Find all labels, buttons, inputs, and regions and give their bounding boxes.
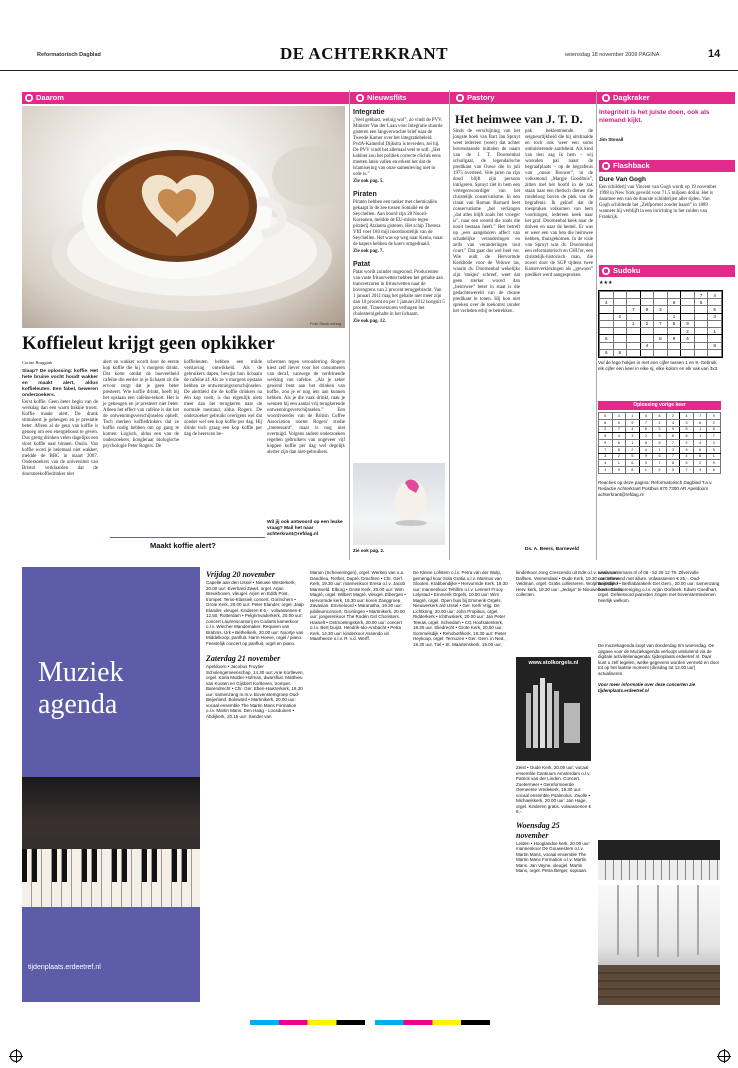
sudoku-cell: 5 — [626, 453, 640, 460]
sudoku-cell: 5 — [639, 413, 653, 420]
sudoku-cell[interactable] — [600, 306, 614, 313]
sudoku-cell[interactable] — [600, 328, 614, 335]
sudoku-cell: 3 — [599, 453, 613, 460]
daarom-col1 — [22, 360, 98, 479]
sudoku-cell: 3 — [666, 446, 680, 453]
sudoku-cell[interactable]: 9 — [640, 306, 654, 313]
sudoku-cell: 2 — [626, 446, 640, 453]
sudoku-cell: 4 — [626, 426, 640, 433]
sudoku-cell: 9 — [599, 440, 613, 447]
sudoku-cell: 2 — [653, 467, 667, 474]
sudoku-cell: 3 — [680, 419, 694, 426]
agenda-text: kinderkoor Jong Crescendo uit Ede o.l.v. Linda van Dalfsen. Veenendaal • Oude Kerk, 19.30 uur: Minne Veldman, orgel. Gratis collecteren. Wolphaartsdijk • Herv. kerk, 19.30 uur: „Jedaja” te Nieuwerkerk. Gratis, collecten. — [516, 570, 624, 597]
sudoku-cell[interactable] — [613, 292, 627, 299]
sudoku-cell[interactable]: 3 — [654, 306, 668, 313]
sudoku-cell[interactable] — [600, 313, 614, 320]
sudoku-cell[interactable] — [627, 328, 641, 335]
egg-photo — [353, 463, 445, 545]
agenda-col1 — [206, 570, 304, 719]
sudoku-cell[interactable] — [640, 335, 654, 342]
sudoku-cell[interactable]: 9 — [667, 335, 681, 342]
sudoku-cell[interactable] — [681, 342, 695, 349]
sudoku-cell: 7 — [666, 453, 680, 460]
agenda-col5 — [598, 570, 720, 693]
sudoku-cell: 5 — [680, 426, 694, 433]
sudoku-cell: 7 — [599, 446, 613, 453]
sudoku-cell[interactable] — [654, 313, 668, 320]
column-rule — [349, 90, 350, 560]
sudoku-cell[interactable]: 3 — [708, 313, 722, 320]
sudoku-cell[interactable]: 4 — [600, 299, 614, 306]
flashback-icon — [602, 162, 610, 170]
callout-bar — [110, 537, 265, 553]
sudoku-cell: 3 — [626, 433, 640, 440]
sudoku-cell[interactable] — [667, 328, 681, 335]
sudoku-cell[interactable]: 5 — [708, 306, 722, 313]
sudoku-cell: 5 — [653, 440, 667, 447]
church-photo — [598, 885, 720, 1005]
page-title: DE ACHTERKRANT — [280, 44, 449, 63]
sudoku-cell[interactable] — [613, 299, 627, 306]
sudoku-cell: 3 — [653, 426, 667, 433]
sudoku-cell[interactable] — [600, 292, 614, 299]
sudoku-cell: 4 — [680, 453, 694, 460]
sudoku-cell[interactable] — [667, 292, 681, 299]
sudoku-cell: 7 — [693, 413, 707, 420]
agenda-col4b — [516, 765, 594, 874]
sudoku-cell[interactable]: 7 — [654, 320, 668, 327]
sudoku-cell: 2 — [612, 453, 626, 460]
sudoku-cell[interactable] — [654, 328, 668, 335]
muziek-agenda-banner — [22, 567, 200, 1002]
day-heading: Woensdag 25 november — [516, 820, 560, 840]
page-number: 14 — [708, 48, 721, 60]
sudoku-cell[interactable] — [627, 349, 641, 356]
sudoku-cell[interactable] — [613, 342, 627, 349]
sudoku-cell: 8 — [639, 440, 653, 447]
sudoku-cell: 9 — [612, 467, 626, 474]
agenda-text: www.martinmans.nl of 06 - 52 28 12 79. Zilvervolle concertavond met allure. Volwassenen € 25,-. Oud-Beijerland • Bethabarakerk Ger.Gem., 20.00 uur: samenzang bovenstemvereniging o.l.v. Arjan Oorbeek. Edwin Goedhart, orgel. Gefeesvord pianisten zingen met bovenstemledenen heerlijk welkom. — [598, 570, 720, 603]
sudoku-cell: 7 — [666, 440, 680, 447]
sudoku-cell[interactable]: 9 — [681, 320, 695, 327]
sudoku-difficulty: ★★★ — [599, 280, 613, 286]
ad-url[interactable]: www.stolkorgels.nl — [528, 660, 579, 666]
registration-mark — [718, 1050, 730, 1062]
sudoku-cell: 6 — [693, 419, 707, 426]
sudoku-cell[interactable] — [654, 292, 668, 299]
sudoku-cell: 6 — [639, 426, 653, 433]
daarom-col2: alert en wakker wordt door de eerste kop koffie die hij 's morgens drinkt. Dat komt omdat de hoeveelheid cafeïne die eerder in je lichaam zit die ervoor zorgt dat je geen beter presteert. Wie koffie drinkt, heeft bij het opstaan een cafeïne-tekort. Het is je geheugen en je presteert niet beter. Alleen het effect van cafeïne is dat het de ontwenningsverschijnselen opheft. Toch merken koffiedrinkers dat ze koffie nodig hebben om op gang te komen. Logisch, aldus een van de onderzoekers, hoogleraar biologische psychologie Peter Rogers. De — [103, 360, 179, 449]
sudoku-cell: 8 — [599, 419, 613, 426]
item-ref: Zie ook pag. 7. — [353, 249, 384, 254]
sudoku-cell: 7 — [612, 426, 626, 433]
column-rule — [449, 90, 450, 560]
organ-pipes-icon — [524, 673, 584, 753]
coffee-cup-icon — [22, 106, 345, 328]
sudoku-cell[interactable]: 5 — [667, 320, 681, 327]
sudoku-cell[interactable]: 1 — [627, 320, 641, 327]
sudoku-cell: 6 — [626, 460, 640, 467]
sudoku-cell[interactable] — [708, 299, 722, 306]
sudoku-cell: 9 — [707, 413, 721, 420]
item-title: Patat — [353, 261, 371, 268]
pastory-headline: Het heimwee van J. T. D. — [455, 112, 583, 126]
sudoku-cell: 2 — [599, 426, 613, 433]
sudoku-cell: 2 — [680, 440, 694, 447]
sudoku-cell: 2 — [693, 460, 707, 467]
sudoku-cell[interactable]: 8 — [654, 335, 668, 342]
item-body: Patat wordt zuinder ongezond. Producenten van vaste frituurvetten hebben het gehalte aan transvetzuren in frituurvetten naar de bovengrens van 2 procent teruggebracht. Van 1 januari 2011 mag het gehalte niet meer zijn dan 10 procent en per 1 januari 2012 hooguit 5 procent. Transvetzuren verhogen het cholesterolgehalte in het lichaam. — [353, 270, 445, 317]
sudoku-cell[interactable]: 5 — [600, 335, 614, 342]
sudoku-cell[interactable] — [654, 342, 668, 349]
reader-question: Wil jij ook antwoord op een leuke vraag? Mail het naar achterkrant@refdag.nl — [267, 520, 343, 537]
sudoku-cell[interactable] — [708, 349, 722, 356]
sudoku-cell[interactable]: 1 — [708, 328, 722, 335]
sudoku-cell[interactable] — [613, 335, 627, 342]
registration-mark — [10, 1050, 22, 1062]
daarom-col4: schermen tegen verouderring. Rogers kiest zelf liever voor het consumeren van decaf, vanwege de verdrinende werking van cafeïne. „Als je zeker gewend bent aan het drinken van koffie, zou je er nog iets aan kunnen hebben. Als je die vaak drinkt, raak je wennen bij een aantal vrij terugkerende ontwenningsverschijnselen.” Een woordvoerder van de British Coffee Association noemt Rogers' studie „interessant”, maar is nog niet overtuigd. Volgens andere onderzoeken regelten gebruikers van ongeveer vijf koppen koffie per dag wel degelijk alerter zijn dan niet-gebruikers. — [267, 360, 345, 455]
sudoku-cell: 6 — [666, 433, 680, 440]
sudoku-cell[interactable]: 8 — [708, 342, 722, 349]
sudoku-cell: 6 — [612, 440, 626, 447]
sudoku-cell[interactable] — [654, 349, 668, 356]
agenda-foot: Voor meer informatie over deze concerten zie tijdenplaats.erdeetref.nl — [598, 682, 696, 693]
sudoku-cell: 3 — [707, 440, 721, 447]
coffee-photo — [22, 106, 345, 328]
sudoku-cell[interactable] — [694, 306, 708, 313]
sudoku-cell: 4 — [599, 460, 613, 467]
daarom-col3: koffieleuten hebben een milde verslaving ontwikkeld. Als de gebruikers dapen, bewijst hun lichaam de cafeïne af. Als ze 's morgens opstaan hebben ze ontwenningsverschijnselen. De alertheid die de koffie drinkers na één kop voelt, is dus eigenlijk niets meer dan het terugkeren naar de normale toestand, aldus Rogers. De onderzoeker gebruikt overigens wel dat zonder wel een kop koffie per dag. Hij drinkt toch graag een kop koffie per dag de heerscen be- — [184, 360, 262, 437]
sudoku-cell[interactable] — [627, 342, 641, 349]
sudoku-cell[interactable] — [681, 292, 695, 299]
sudoku-cell: 3 — [693, 467, 707, 474]
sudoku-cell: 5 — [680, 460, 694, 467]
sudoku-cell[interactable] — [613, 328, 627, 335]
section-nieuwsflits: Nieuwsflits — [353, 92, 459, 104]
item-title: Piraten — [353, 191, 377, 198]
piano-black-keys — [22, 849, 200, 882]
sudoku-cell: 1 — [639, 467, 653, 474]
sudoku-cell[interactable] — [640, 313, 654, 320]
sudoku-cell[interactable] — [694, 335, 708, 342]
section-flashback: Flashback — [599, 160, 735, 172]
sudoku-grid — [598, 290, 723, 358]
contact-info: Reacties op deze pagina: Reformatorisch Dagblad T.a.v. Redactie Achterkrant Postbus 670 7300 AR Apeldoorn achterkrant@refdag.nl — [598, 480, 713, 497]
stolk-orgels-ad[interactable] — [516, 657, 591, 761]
sudoku-cell[interactable] — [640, 299, 654, 306]
sudoku-cell[interactable] — [681, 299, 695, 306]
body-text: Eerst koffie. Geen beter begin van de werkdag dan een warm bakkie troost. Koffie maakt alert. De drank stimuleert je geheugen en je prestatie beter. Alleen al de geur van koffie is genoeg om een energieboost te geven. Dus gretig drinken velen dagelijks een sloot koffie naar binnen. Onzin. Van koffie word je helemaal niet wakker, meldde de BBC in maart 2007. Onderzoekers van de universiteit van Bristol verklaarden dat de doorsneekoffiedrinker niet — [22, 400, 98, 477]
sudoku-cell[interactable] — [640, 292, 654, 299]
sudoku-cell[interactable]: 4 — [681, 335, 695, 342]
sudoku-cell[interactable] — [667, 306, 681, 313]
pastory-col1: Sinds de verschijning van het jongste boek van Bart Jan Spruyt weet iedereen (weer) dat achter bovenstaande initialen de naam van de J. T. Doornenbal schuilgaat, de legendarische predikant van Ouwe die in juli 1975 overleed. Vele jaren na zijn dood blijft zijn persoon intrigeren. Spruyt ziet in hem een vertegenwoordiger van het christelijk conservatisme. In een citaat van Roman Barnard heet conservatisme „het verlangen „dat alles blijft zoals het vroeger is”, naar een wereld die zoals die nooit bestaan heeft.” Het betreft op „een aangeboren affect van schadelijke veranderingen en zelfs van veranderingen tout court.” Dat gaat dus wel heel ver. Wie oudt de Hervormde Kerkbode voor de Veluwe las, waarin ds. Doornenbal wekelijks zijn 'stukjes' schreef, weet dat geen sterker woord dan „heimwee” beter in staat is die gedachtewereld van de dwane predikant te tonen. Hij kon niet spreken over de toekomst zonder het verleden erbij te betrekken. — [453, 129, 520, 314]
piano-keys-photo — [598, 840, 720, 880]
sudoku-cell: 7 — [680, 467, 694, 474]
muziek-site[interactable]: tijdenplaats.erdeetref.nl — [28, 964, 101, 971]
sudoku-cell[interactable] — [694, 342, 708, 349]
dagkraker-quote: Integriteit is het juiste doen, ook als niemand kijkt. — [599, 109, 710, 124]
piano-image — [22, 777, 200, 907]
section-pastory: Pastory — [453, 92, 607, 104]
sudoku-cell: 2 — [707, 419, 721, 426]
agenda-col3: De Kleine Lofstem o.l.v. Petra van der Wulp, gemengd koor Sola Gratia o.l.v. Marinus van Slooten. Krabbendijke • Hervormde Kerk, 19.30 uur: mannenkoor Tehillim o.l.v. Lennert Frooy. Lelystad • Emmerik Orgels, 10.00 uur: Wim Magré, orgel. Open huis bij Emmerik Orgels. Nieuwerkerk a/d IJssel • Ger. Kerk Vrijg. De Lichtkring, 20.00 uur: John Propitius, orgel. Ridderkerk • Ichthuskerk, 20.00 uur: Jan Peter Teeuw, orgel. Schiedam • CG Hoofsatenkerk, 19.30 uur. Sliedrecht • Grote Kerk, 20.00 uur. Sommelsdijk • Rehobothkerk, 19.30 uur: Pieter Heykoop, orgel. Ternuzen • Ger. Gem. in Ned., 19.30 uur. Tiel • St. Maartenskerk, 19.00 uur, — [413, 570, 508, 647]
agenda-note: De muziekagenda loopt van donderdag t/m woensdag. De opgave voor de Muziekagenda verloopt uitsluitend via de digitale activiteitenagenda: tijdenplaats.erdeetref.nl. Daar kunt u zelf tegelen, welke gegevens worden vermeld en door tot op het laatste moment (dinsdag tot 12.00 uur) actualiseren. — [598, 643, 720, 676]
sudoku-cell: 2 — [639, 433, 653, 440]
sudoku-cell: 8 — [612, 446, 626, 453]
sudoku-cell[interactable] — [694, 320, 708, 327]
sudoku-cell[interactable] — [694, 328, 708, 335]
sudoku-cell[interactable]: 7 — [694, 292, 708, 299]
sudoku-cell[interactable]: 2 — [681, 328, 695, 335]
sudoku-cell: 7 — [707, 433, 721, 440]
sudoku-cell[interactable] — [654, 299, 668, 306]
sudoku-cell: 8 — [653, 413, 667, 420]
pastory-col2: pak beklemmende, de seigneurlijkheid die hij uitstraalde en toch ook weer een soms ontluisterende aardsheid. Als kind van tien zag ik hem – wij woonden pal naast de begraafplaats – op de begrafenis van „onsse Bouwer”, in de volksmond „Margje Goodhuis”, zitten met het hoofd in de zak staan naar een rhetisch dienen die rondeloog boven de plek van de begrafenis. Ik geloof dat de toespraken volkomen van hem voorhingen, iedereen keek naar het graf. Doornenbal keek naar de dolven en naar de hemel. Er was er weer een van hen die heimwee hebben, thuisgekomen. In de visie van Spruyt was ds. Doornenbal een reformatorisch en CHU'er, een christelijk-historisch man, die zowel door de SGP tijdens twee Kamerverkiezingen als „gewoon” prediker werd aangesproken. — [525, 129, 593, 278]
sudoku-cell: 4 — [612, 433, 626, 440]
intro: Slaap? De oplossing: koffie. Het hete bruine vocht houdt wakker en maakt alert, aldus koffieleuten. Een fabel, beweren onderzoekers. — [22, 369, 98, 398]
sudoku-cell[interactable] — [627, 313, 641, 320]
sudoku-cell: 5 — [599, 433, 613, 440]
day-heading: Zaterdag 21 november — [206, 654, 281, 663]
masthead-rule — [0, 70, 738, 71]
sudoku-cell: 9 — [639, 453, 653, 460]
sudoku-cell: 7 — [653, 460, 667, 467]
agenda-text: Capelle aan den IJssel • Nieuwe Westerkerk, 20.00 uur: Everhard Zwart, orgel. Arjan Breukhoven, vleugel. Arjen en Edith Post, trompet. Tenis-Klassiek concert. Gorinchem • Grote Kerk, 20.00 uur: Peter Elander, orgel. Jaap Elander, vleugel. Kinderen € 6,-. volwassenen € 12,50. Rotterdam • Pelgrimvaderkerk, 20.00 uur: concert Laurenscantorij en Codarts kamerkoor o.l.v. Wiecher Mandemaker. Requiem van Brahms. Urk • Bethelkerk, 20.00 uur: Noortje van Middelkoop, panfluit. Harm Hoeve, orgel / piano. Feestelijk concert op panfluit, orgel en piano. — [206, 580, 304, 646]
sudoku-cell: 5 — [612, 419, 626, 426]
byline: Corine Bruggink — [22, 360, 53, 365]
sudoku-cell: 6 — [707, 467, 721, 474]
sudoku-cell: 3 — [639, 460, 653, 467]
sudoku-cell: 7 — [639, 419, 653, 426]
sudoku-cell: 8 — [693, 453, 707, 460]
sudoku-cell: 4 — [666, 419, 680, 426]
daarom-icon — [25, 94, 33, 102]
agenda-text: Zeist • Oude Kerk, 20.00 uur: vocaal ensemble Cantiuum Amsterdam o.l.v. Patrick van der Linden. Concert. Zoetermeer • Gereformeerde Gemeente Vredekerk, 19.30 uur: vocaal ensemble Psalmolus. Zwolle • Michaelskerk, 20.00 uur: Jan Hage, orgel. Kinderen gratis. volwassenen € 8,-. — [516, 765, 592, 814]
sudoku-instructions: Vul de lege hokjes in met een cijfer tussen 1 en 9. Gebruik elk cijfer één keer in elke rij, elke kolom en elk vak van 3x3. — [598, 360, 719, 371]
sudoku-cell: 9 — [653, 433, 667, 440]
solution-label: Oplossing vorige keer — [598, 401, 721, 410]
sudoku-cell: 5 — [666, 467, 680, 474]
nieuwsflits-icon — [356, 94, 364, 102]
section-dagkraker: Dagkraker — [599, 92, 735, 104]
sudoku-cell[interactable] — [694, 349, 708, 356]
sudoku-cell: 9 — [626, 419, 640, 426]
sudoku-cell[interactable] — [681, 349, 695, 356]
sudoku-cell: 2 — [666, 413, 680, 420]
photo-credit: Foto Stock.xchng — [310, 321, 341, 326]
sudoku-cell: 1 — [626, 440, 640, 447]
pastory-icon — [456, 94, 464, 102]
sudoku-cell[interactable] — [667, 349, 681, 356]
sudoku-cell: 4 — [693, 440, 707, 447]
photo-ref: Zie ook pag. 2. — [353, 548, 385, 553]
item-title: Integratie — [353, 109, 385, 116]
sudoku-cell: 1 — [707, 453, 721, 460]
muziek-title: Muziek — [38, 657, 124, 688]
section-sudoku: Sudoku — [599, 265, 735, 277]
pastory-author: Ds. A. Beers, Barneveld — [525, 547, 579, 552]
sudoku-cell: 5 — [707, 446, 721, 453]
masthead-date: woensdag 18 november 2009 PAGINA — [565, 52, 660, 58]
sudoku-cell[interactable] — [613, 306, 627, 313]
dagkraker-author: Jim Stovall — [599, 137, 624, 142]
sudoku-cell: 1 — [653, 419, 667, 426]
agenda-col2: Marion (Scheveningen), orgel. Werken van o.a. Dandrieu, Rother, Dupré. Drachten • Chr. Gerf. Kerk, 19.30 uur: mannenkoor Eresa o.l.v. Jacob Mansveld. Elburg • Grote Kerk, 20.00 uur: Wim Magré, orgel. Wilbert Magré, vleugel. Eibergen • Hervormde kerk, 19.30 uur: koren Zanggroep Zavasian. Emmeloord • Maranatha, 19.30 uur: jubileumconcert. Groningen • Martinikerk, 20.00 uur: jongerenkoor The Rodén Girl Choristers. Hasselt • Ontmoetingskerk, 20.00 uur: concert o.l.v. Bert Duijst. Hendrik-Ido-Ambacht • Petra Kerk, 14.30 uur: kinderkoor Assendo uit Maarheeze o.l.v. R. v.d. Werff. — [310, 570, 406, 641]
sudoku-cell[interactable]: 1 — [667, 313, 681, 320]
sudoku-cell: 9 — [666, 426, 680, 433]
sudoku-cell[interactable]: 4 — [708, 292, 722, 299]
sudoku-cell[interactable] — [627, 299, 641, 306]
sudoku-cell[interactable]: 8 — [613, 349, 627, 356]
sudoku-cell[interactable] — [667, 342, 681, 349]
sudoku-cell: 9 — [680, 446, 694, 453]
sudoku-cell: 1 — [653, 446, 667, 453]
sudoku-cell[interactable] — [600, 342, 614, 349]
sudoku-cell[interactable] — [681, 313, 695, 320]
sudoku-cell[interactable] — [694, 313, 708, 320]
sudoku-cell[interactable]: 2 — [640, 320, 654, 327]
sudoku-cell[interactable]: 5 — [694, 299, 708, 306]
sudoku-cell: 1 — [693, 426, 707, 433]
sudoku-cell: 8 — [626, 467, 640, 474]
sudoku-cell[interactable] — [613, 320, 627, 327]
day-heading: Vrijdag 20 november — [206, 570, 275, 579]
flashback-body: Een schilderij van Vincent van Gogh wordt op 19 november 1998 in New York geveild voor 71,5 miljoen dollar. Het is daarmee een van de duurste schilderijen aller tijden. Van Gogh schilderde het „Zelfportret zonder baard” in 1889 wanneer hij verblijft in een inrichting in het zuiden van Frankrijk. — [599, 185, 717, 220]
sudoku-icon — [602, 267, 610, 275]
column-rule — [596, 90, 597, 560]
agenda-text: Apeldoorn • Jacobus Fruytier Scholengemeenschap, 14.30 uur: Arie Kortleven, orgel. Karla Mulder-Hofman, dwarsfluit. Matthieu van Kooten en Gijsbert Kortleven, trompet. Barendrecht • Chr. Ger. Eben-Haezerkerk, 19.30 uur: samenzang m.m.v. Bovenstemgroep Oud-Beijerland. Bolsward • Martinikerk, 20.00 uur: vocaal ensemble The Martin Mans Formation o.l.v. Martin Mans. Den Haag - Loosduinen • Abdijkerk, 20.15 uur: Sander van — [206, 664, 304, 719]
sudoku-cell: 8 — [680, 433, 694, 440]
sudoku-cell: 9 — [707, 460, 721, 467]
sudoku-solution — [598, 412, 721, 474]
agenda-title: agenda — [38, 689, 118, 720]
masthead — [0, 0, 738, 72]
paper-name: Reformatorisch Dagblad — [37, 52, 101, 58]
sudoku-cell[interactable] — [600, 320, 614, 327]
agenda-text: Leiden • Hooglandse kerk, 20.00 uur: mannenkoor De Gouwestem o.l.v. Martin Mans, vocaal ensemble The Martin Mans Formation o.l.v. Martin Mans. Jan Vayne, vleugel. Martin Mans, orgel. Petra Berger, sopraan. — [516, 840, 591, 873]
item-ref: Zie ook pag. 12. — [353, 319, 387, 324]
sudoku-cell[interactable] — [681, 306, 695, 313]
dagkraker-icon — [602, 94, 610, 102]
item-ref: Zie ook pag. 5. — [353, 179, 384, 184]
color-bar — [250, 1020, 490, 1025]
nieuwsflits-items — [353, 108, 445, 326]
sudoku-cell[interactable]: 6 — [667, 299, 681, 306]
item-body: Piraten hebben een tanker met chemicaliën gekaapt in de zee tussen Somalië en de Seychellen. Aan boord zijn 28 Noord-Koreanen, meldde de EU-missie tegen piraterij Atalanta gisteren. Het schip Theresa VIII voer 180 mijl noordoostelijk van de Seychellen. Het was op weg naar Kenia, maar de kapers hebben de koers omgedraaid. — [353, 200, 444, 247]
sudoku-cell: 8 — [666, 460, 680, 467]
sudoku-cell: 4 — [680, 413, 694, 420]
sudoku-cell: 1 — [599, 467, 613, 474]
sudoku-cell[interactable] — [708, 320, 722, 327]
sudoku-cell[interactable]: 4 — [640, 342, 654, 349]
sudoku-cell: 8 — [707, 426, 721, 433]
section-daarom: Daarom — [22, 92, 358, 104]
sudoku-cell: 1 — [693, 433, 707, 440]
item-body: „Veel gebbast, weinig wol”, zo vindt de PVV. Minister Van der Laan voor Integratie stuurde gisteren een langverwachte brief naar de Tweede Kamer over het integratiebeleid. PvdA-Kamerlid Dijkstra is tevreden, zei hij. De PVV vindt het allemaal veel te soft. „Het kabinet zou het politiek correcte clichés eens moeten laten vallen en erkent het dat de islamisering van onze samenleving niet in orde is.” — [353, 118, 443, 177]
sudoku-cell[interactable] — [627, 292, 641, 299]
flashback-title: Dure Van Gogh — [599, 176, 646, 183]
sudoku-cell[interactable] — [640, 349, 654, 356]
sudoku-cell[interactable] — [627, 335, 641, 342]
daarom-headline: Koffieleut krijgt geen opkikker — [22, 333, 275, 354]
sudoku-cell: 1 — [626, 413, 640, 420]
sudoku-cell[interactable]: 7 — [627, 306, 641, 313]
egg-icon — [353, 463, 445, 545]
sudoku-cell: 6 — [653, 453, 667, 460]
sudoku-cell[interactable] — [708, 335, 722, 342]
callout-text: Maakt koffie alert? — [150, 541, 216, 550]
sudoku-cell: 3 — [612, 413, 626, 420]
sudoku-cell[interactable]: 6 — [600, 349, 614, 356]
sudoku-cell: 6 — [693, 446, 707, 453]
sudoku-cell: 4 — [639, 446, 653, 453]
sudoku-cell: 6 — [599, 413, 613, 420]
sudoku-cell[interactable]: 2 — [613, 313, 627, 320]
sudoku-cell[interactable] — [640, 328, 654, 335]
church-interior-icon — [598, 885, 720, 1005]
sudoku-cell: 1 — [612, 460, 626, 467]
